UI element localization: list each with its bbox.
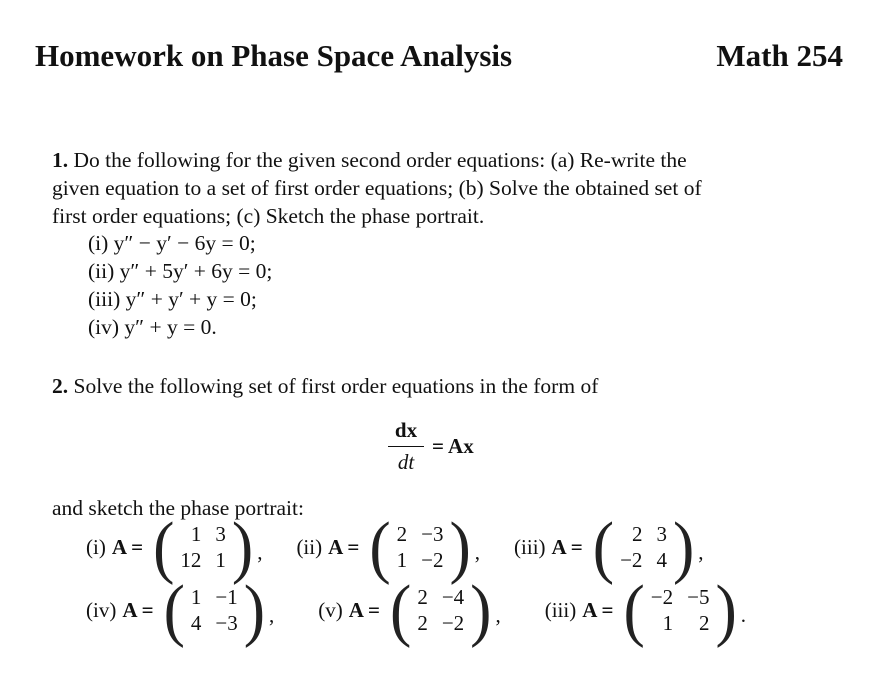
matrix-lhs: A = <box>582 597 614 622</box>
matrix-cell: −2 <box>650 585 674 609</box>
differential-equation <box>388 418 474 475</box>
matrix-item <box>514 507 704 586</box>
matrix-cell: 1 <box>662 611 674 635</box>
matrix-lhs: A = <box>111 534 144 559</box>
matrix-label: (iii) <box>544 597 577 622</box>
equation-rhs: = Ax <box>432 434 474 458</box>
fraction-denominator: dt <box>397 450 415 474</box>
left-paren: ( <box>163 570 185 649</box>
punctuation: , <box>698 540 704 564</box>
matrix-lhs: A = <box>551 534 583 559</box>
matrix-cell: −2 <box>620 548 643 572</box>
equation-i: (i) y″ − y′ − 6y = 0; <box>88 231 256 255</box>
course-label: Math 254 <box>716 38 843 73</box>
equation-iii: (iii) y″ + y′ + y = 0; <box>88 287 257 311</box>
right-paren: ) <box>231 507 254 586</box>
matrix-cell: −3 <box>215 611 238 635</box>
problem-2-intro: Solve the following set of first order equations in the form of <box>73 374 599 398</box>
matrix-cell: −2 <box>421 548 444 572</box>
matrix-item <box>296 507 481 586</box>
matrix-label: (ii) <box>296 534 323 559</box>
right-paren: ) <box>715 570 737 649</box>
matrix <box>592 507 695 586</box>
right-paren: ) <box>470 570 492 649</box>
matrix <box>163 570 266 649</box>
matrix-item <box>318 570 501 649</box>
matrix-cell: 2 <box>396 522 408 546</box>
fraction-numerator: dx <box>394 418 418 442</box>
matrix-cell: 1 <box>215 548 226 572</box>
punctuation: , <box>257 540 263 564</box>
matrix-lhs: A = <box>328 534 360 559</box>
problem-1-line: Do the following for the given second order equations: (a) Re-write the <box>73 148 687 172</box>
matrix-cell: 4 <box>190 611 202 635</box>
right-paren: ) <box>243 570 266 649</box>
punctuation: , <box>474 540 481 564</box>
left-paren: ( <box>369 507 391 586</box>
problem-1-line: given equation to a set of first order equations; (b) Solve the obtained set of <box>52 176 702 200</box>
matrix <box>369 507 471 586</box>
matrix <box>153 507 254 586</box>
matrix-cell: −2 <box>441 611 465 635</box>
matrix-cell: 2 <box>417 585 428 609</box>
matrix-row <box>86 507 704 586</box>
matrix-cell: 4 <box>656 548 667 572</box>
matrix-cell: 3 <box>656 522 667 546</box>
problem-2-outro: and sketch the phase portrait: <box>52 496 304 520</box>
matrix-cell: 3 <box>215 522 226 546</box>
matrix-cell: 2 <box>698 611 710 635</box>
problem-1-line: first order equations; (c) Sketch the phase portrait. <box>52 204 485 228</box>
left-paren: ( <box>623 570 645 649</box>
matrix-cell: −4 <box>441 585 465 609</box>
punctuation: . <box>740 603 747 627</box>
matrix-label: (v) <box>318 597 343 622</box>
punctuation: , <box>495 603 501 627</box>
left-paren: ( <box>592 507 615 586</box>
equation-ii: (ii) y″ + 5y′ + 6y = 0; <box>88 259 273 283</box>
punctuation: , <box>269 603 275 627</box>
problem-1-text <box>52 146 702 230</box>
left-paren: ( <box>390 570 412 649</box>
right-paren: ) <box>449 507 471 586</box>
right-paren: ) <box>672 507 695 586</box>
matrix-cell: −5 <box>687 585 710 609</box>
problem-2-text <box>52 372 598 400</box>
matrix-row <box>86 570 747 649</box>
problem-2-number: 2. <box>52 374 69 398</box>
matrix-label: (iii) <box>514 534 546 559</box>
matrix-label: (i) <box>86 534 106 559</box>
matrix-cell: 2 <box>631 522 643 546</box>
matrix-lhs: A = <box>122 597 154 622</box>
matrix-cell: −3 <box>421 522 444 546</box>
problem-1-number: 1. <box>52 148 69 172</box>
matrix <box>623 570 737 649</box>
matrix-cell: 1 <box>190 522 202 546</box>
page-title: Homework on Phase Space Analysis <box>35 38 513 73</box>
matrix-item <box>86 570 275 649</box>
matrix-item <box>544 570 747 649</box>
matrix-cell: 1 <box>190 585 202 609</box>
matrix-item <box>86 507 263 586</box>
matrix-cell: 2 <box>417 611 428 635</box>
matrix-cell: −1 <box>215 585 238 609</box>
left-paren: ( <box>153 507 175 586</box>
matrix <box>390 570 492 649</box>
equation-iv: (iv) y″ + y = 0. <box>88 315 217 339</box>
matrix-cell: 12 <box>180 548 202 572</box>
matrix-lhs: A = <box>348 597 381 622</box>
fraction-bar <box>388 446 424 447</box>
matrix-label: (iv) <box>86 597 117 622</box>
matrix-cell: 1 <box>396 548 408 572</box>
